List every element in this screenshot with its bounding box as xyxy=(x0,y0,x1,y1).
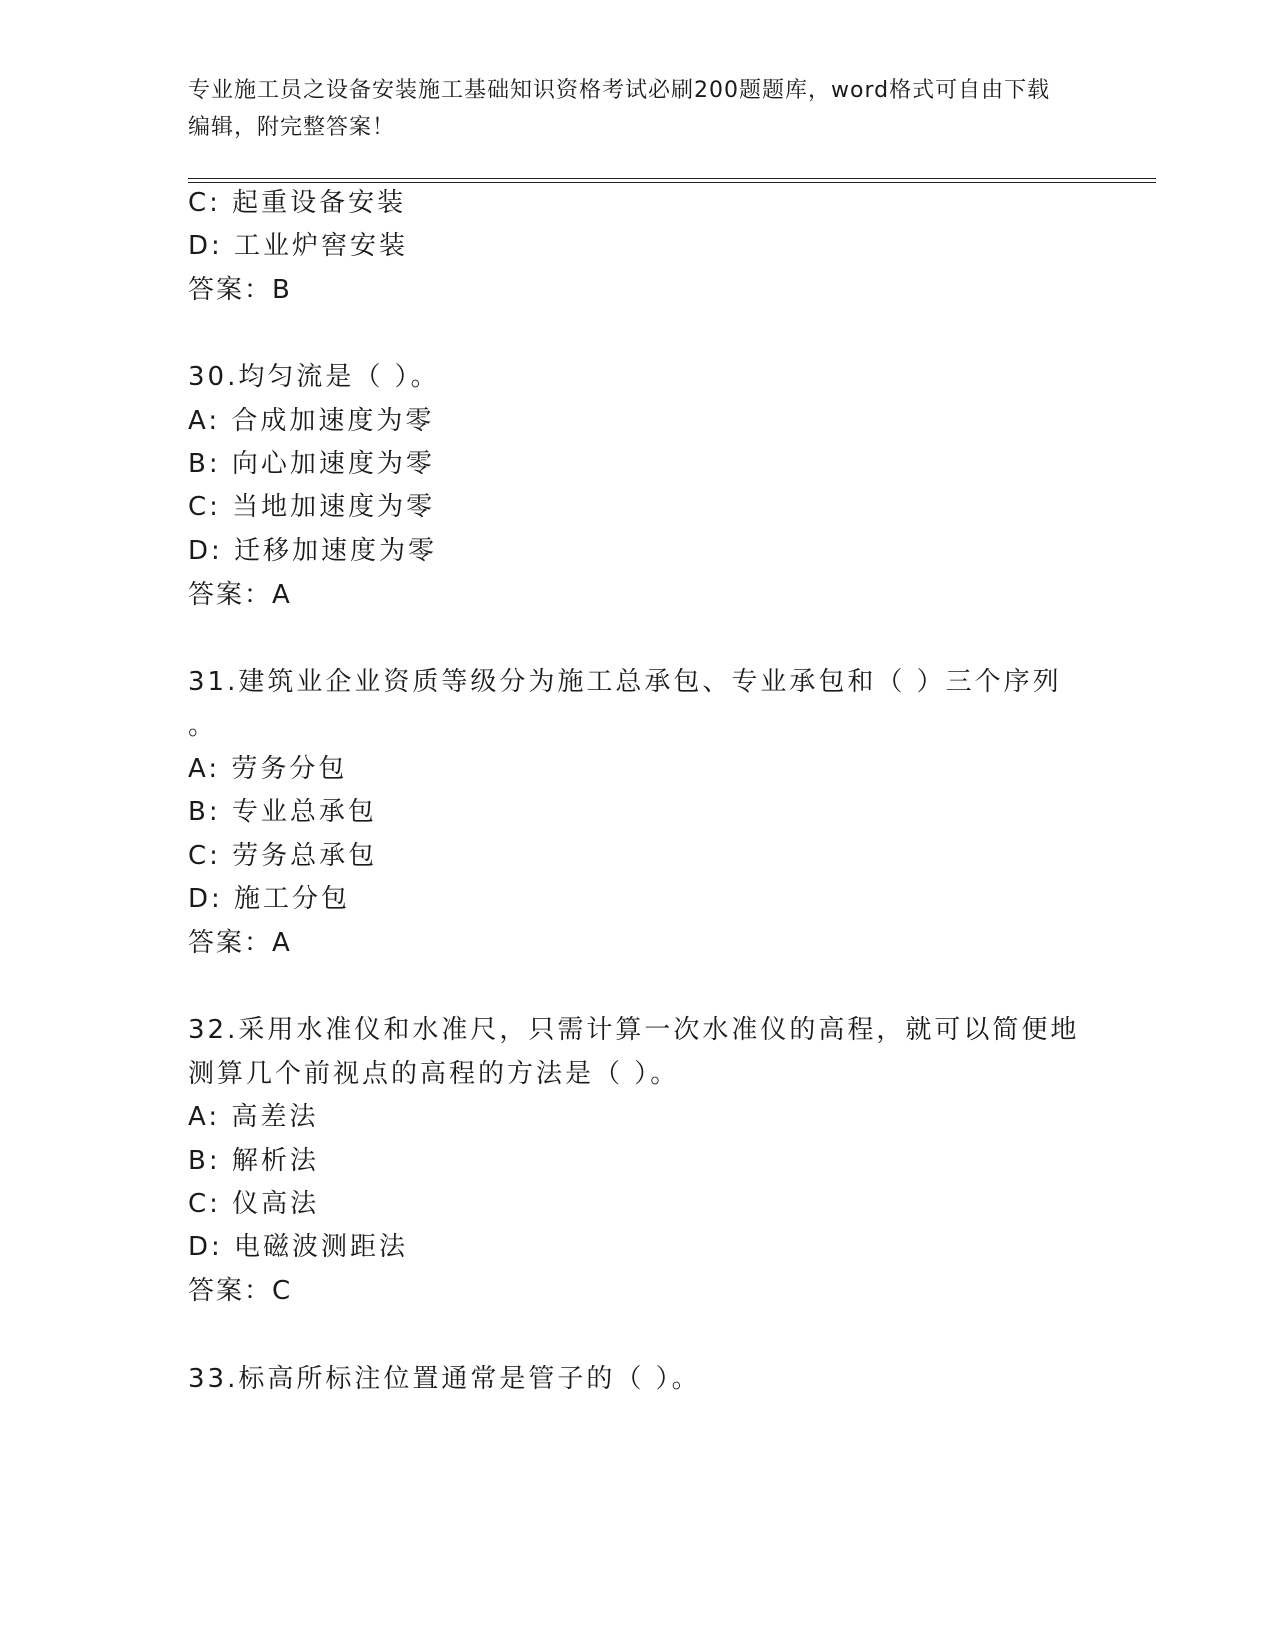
question-31-answer: 答案：A xyxy=(188,928,292,958)
question-31-option-a: A: 劳务分包 xyxy=(188,754,348,784)
question-31-option-b: B: 专业总承包 xyxy=(188,797,377,827)
question-32-option-b: B: 解析法 xyxy=(188,1146,319,1176)
document-header-title: 专业施工员之设备安装施工基础知识资格考试必刷200题题库，word格式可自由下载编辑，附完整答案！ xyxy=(188,78,1051,140)
question-31-stem-line2: 。 xyxy=(188,711,218,741)
question-30-answer: 答案：A xyxy=(188,580,292,610)
question-32-answer: 答案：C xyxy=(188,1276,293,1306)
question-32-stem-line2: 测算几个前视点的高程的方法是（ ）。 xyxy=(188,1059,680,1089)
question-32-option-a: A: 高差法 xyxy=(188,1102,319,1132)
question-31-option-c: C: 劳务总承包 xyxy=(188,841,378,871)
prev-option-c: C: 起重设备安装 xyxy=(188,188,407,218)
question-33-stem: 33.标高所标注位置通常是管子的（ ）。 xyxy=(188,1364,701,1394)
question-30-option-b: B: 向心加速度为零 xyxy=(188,449,435,479)
header-rule-top xyxy=(188,178,1156,179)
question-30-option-d: D: 迁移加速度为零 xyxy=(188,536,438,566)
question-31-option-d: D: 施工分包 xyxy=(188,884,351,914)
prev-answer: 答案：B xyxy=(188,275,292,305)
question-30-stem: 30.均匀流是（ ）。 xyxy=(188,362,440,392)
question-30-option-c: C: 当地加速度为零 xyxy=(188,492,436,522)
question-30-option-a: A: 合成加速度为零 xyxy=(188,406,435,436)
question-31-stem-line1: 31.建筑业企业资质等级分为施工总承包、专业承包和（ ）三个序列 xyxy=(188,667,1062,697)
header-rule-bottom xyxy=(188,182,1156,183)
question-32-option-d: D: 电磁波测距法 xyxy=(188,1232,409,1262)
question-32-option-c: C: 仪高法 xyxy=(188,1189,320,1219)
question-32-stem-line1: 32.采用水准仪和水准尺，只需计算一次水准仪的高程，就可以简便地 xyxy=(188,1015,1080,1045)
prev-option-d: D: 工业炉窖安装 xyxy=(188,231,409,261)
